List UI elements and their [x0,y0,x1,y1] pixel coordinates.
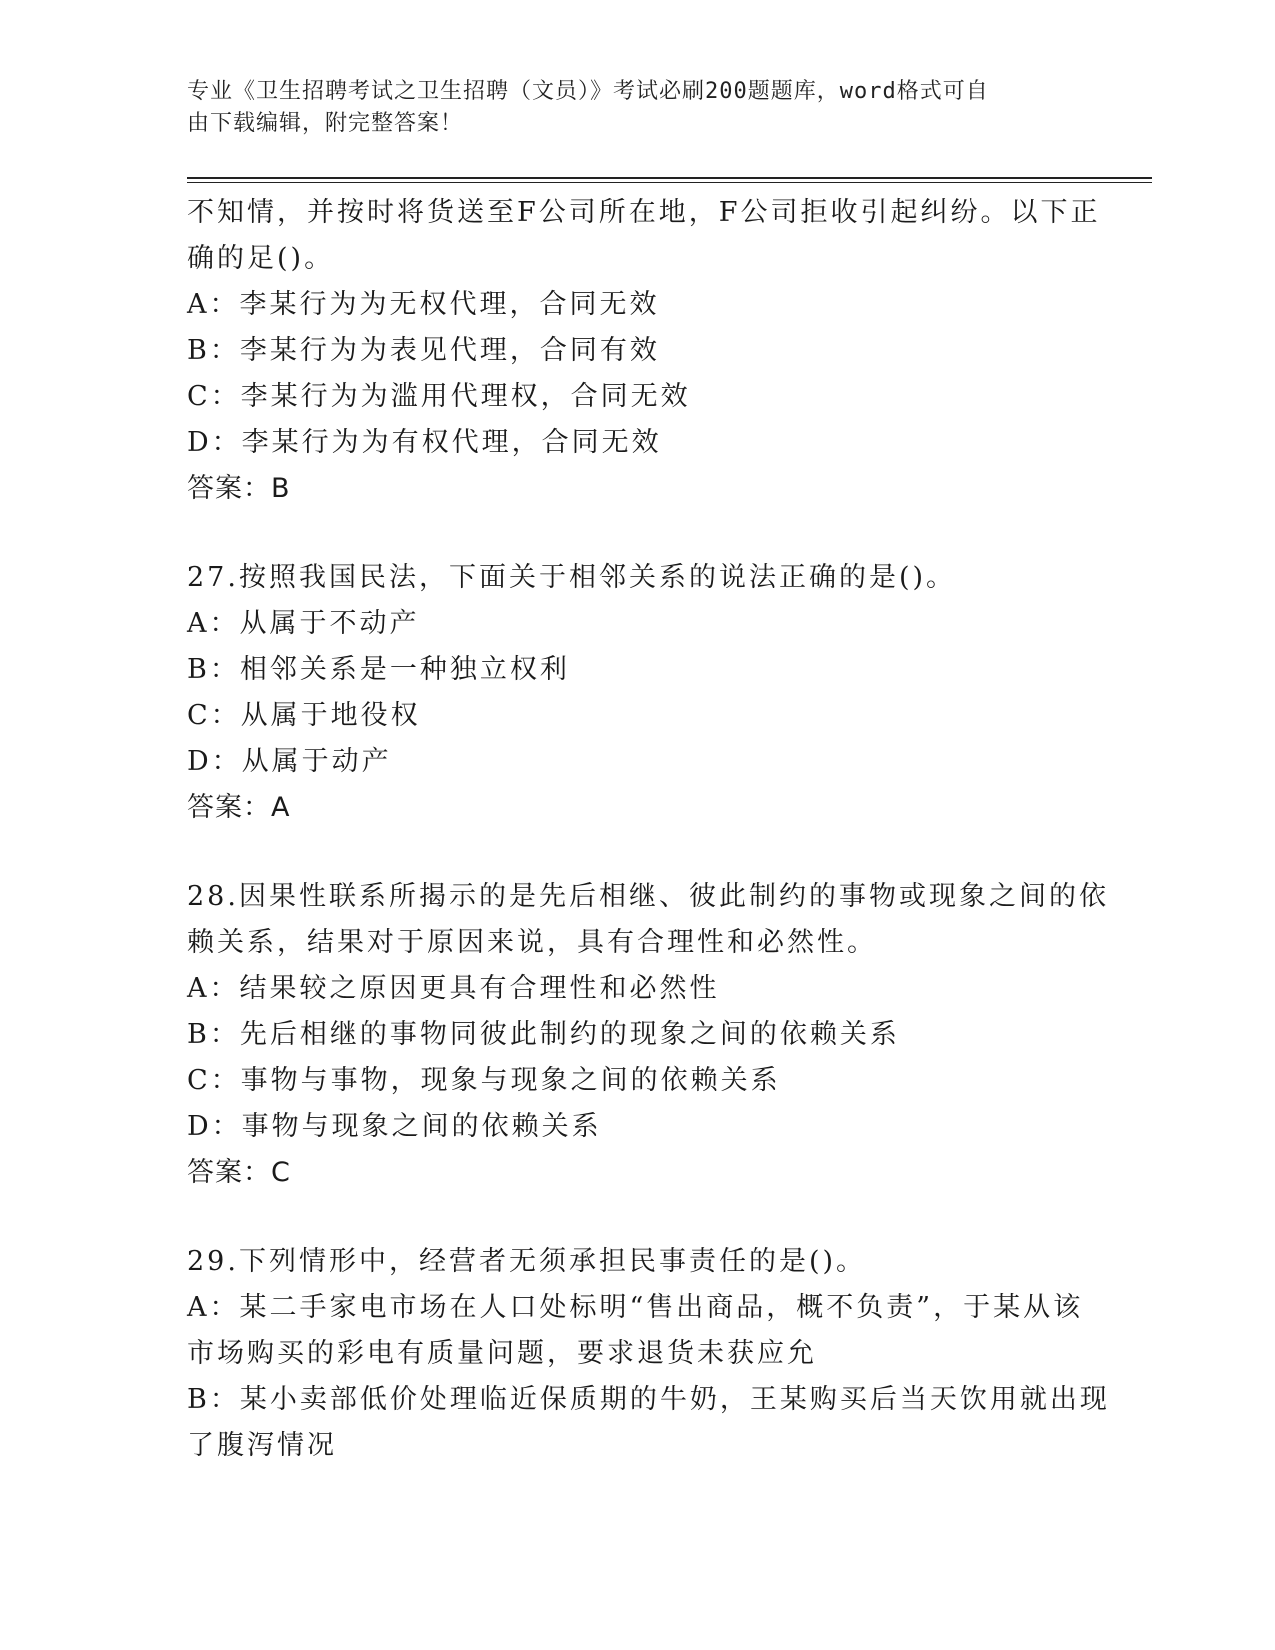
question-27 [187,555,1087,831]
option-b: B：某小卖部低价处理临近保质期的牛奶，王某购买后当天饮用就出现 [187,1384,1110,1415]
answer: 答案：C [187,1157,291,1188]
answer: 答案：A [187,792,291,823]
answer: 答案：B [187,473,291,504]
option-b: B：相邻关系是一种独立权利 [187,654,570,685]
option-c: C：从属于地役权 [187,700,421,731]
header-rule [187,182,1152,183]
option-d: D：从属于动产 [187,746,392,777]
option-b: B：先后相继的事物同彼此制约的现象之间的依赖关系 [187,1019,900,1050]
header-line: 由下载编辑，附完整答案！ [187,111,464,136]
option-d: D：李某行为为有权代理，合同无效 [187,427,662,458]
question-26 [187,190,1101,512]
question-stem: 28.因果性联系所揭示的是先后相继、彼此制约的事物或现象之间的依 [187,881,1109,912]
option-a-continued: 市场购买的彩电有质量问题，要求退货未获应允 [187,1338,817,1369]
document-header [187,76,1067,140]
question-stem: 29.下列情形中，经营者无须承担民事责任的是()。 [187,1246,867,1277]
option-b: B：李某行为为表见代理，合同有效 [187,335,660,366]
option-d: D：事物与现象之间的依赖关系 [187,1111,602,1142]
header-rule [187,177,1152,179]
spacer [187,1196,1087,1239]
question-stem: 确的足()。 [187,243,335,274]
question-stem: 赖关系，结果对于原因来说，具有合理性和必然性。 [187,927,877,958]
option-c: C：事物与事物，现象与现象之间的依赖关系 [187,1065,781,1096]
spacer [187,831,1087,874]
question-stem: 不知情，并按时将货送至F公司所在地，F公司拒收引起纠纷。以下正 [187,197,1101,228]
option-a: A：从属于不动产 [187,608,420,639]
question-stem: 27.按照我国民法，下面关于相邻关系的说法正确的是()。 [187,562,957,593]
spacer [187,512,1087,555]
option-a: A：李某行为为无权代理，合同无效 [187,289,660,320]
question-list [187,190,1110,1469]
question-28 [187,874,1109,1196]
header-line: 专业《卫生招聘考试之卫生招聘（文员）》考试必刷200题题库，word格式可自 [187,79,989,104]
option-b-continued: 了腹泻情况 [187,1430,337,1461]
option-a: A：某二手家电市场在人口处标明“售出商品，概不负责”，于某从该 [187,1292,1084,1323]
option-c: C：李某行为为滥用代理权，合同无效 [187,381,691,412]
question-29 [187,1239,1110,1469]
option-a: A：结果较之原因更具有合理性和必然性 [187,973,720,1004]
